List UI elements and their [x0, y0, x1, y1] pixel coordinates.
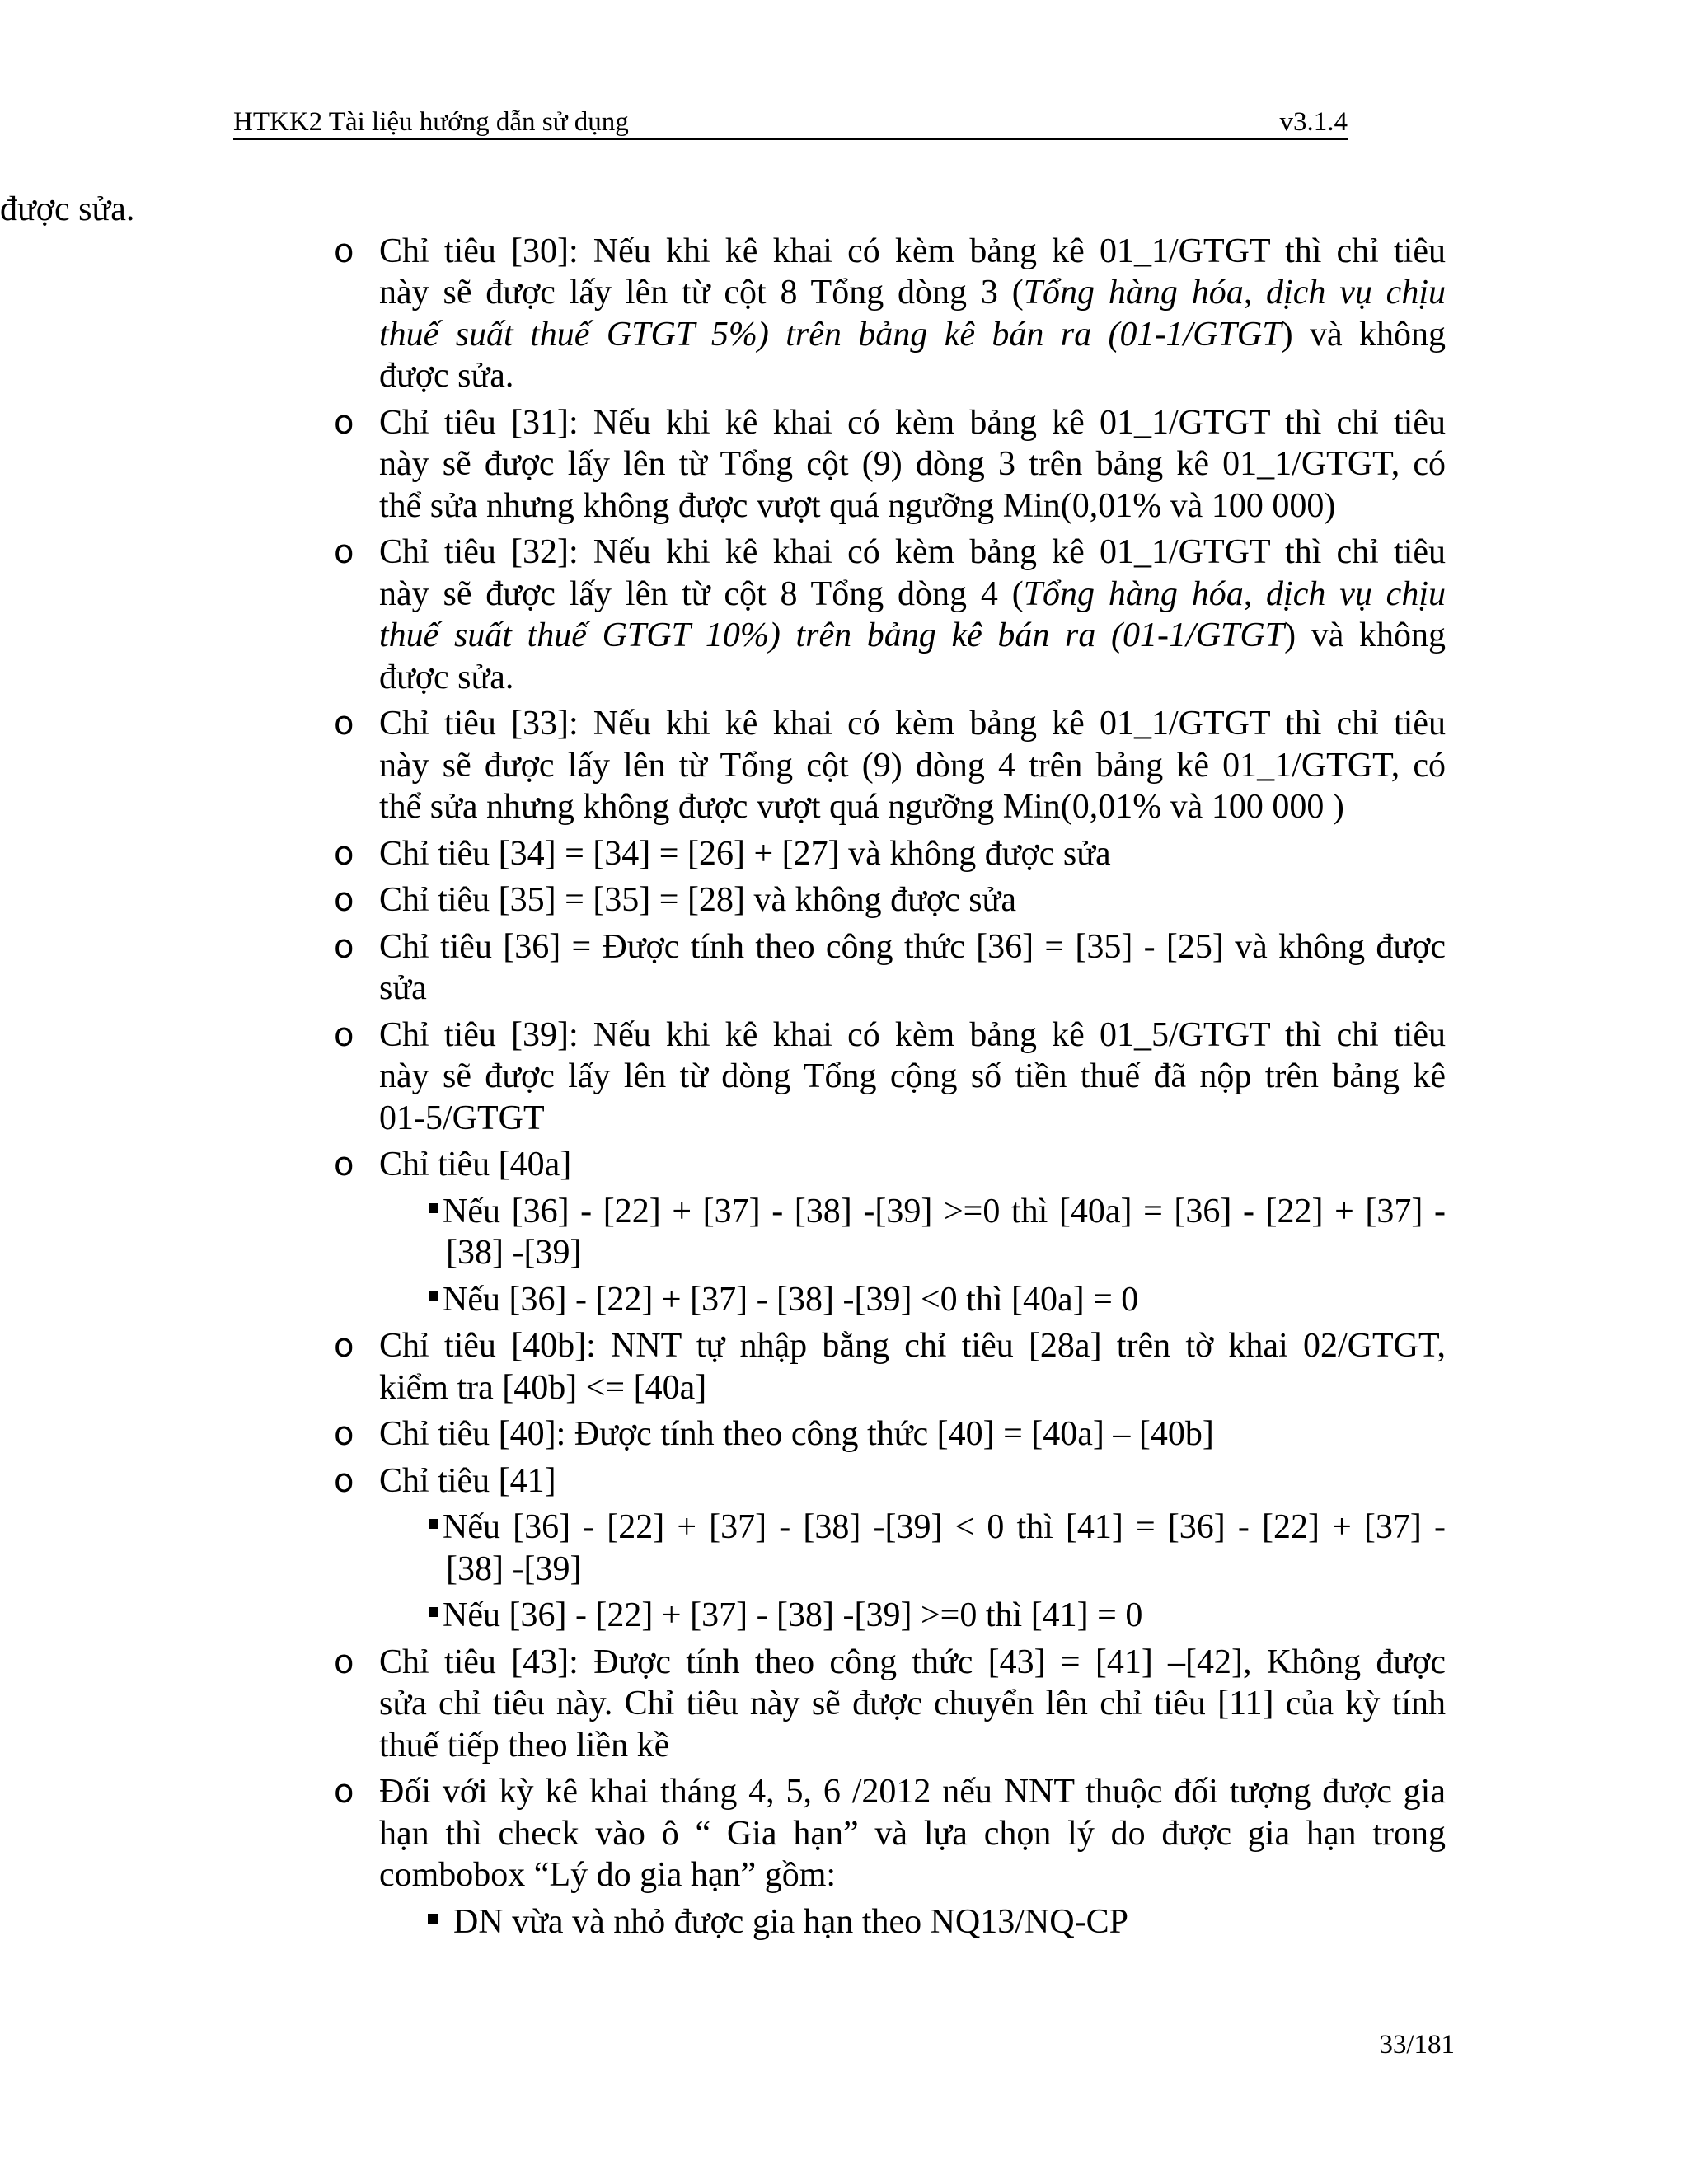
item-line: hạn thì check vào ô “ Gia hạn” và lựa chọn lý do được gia hạn trong: [379, 1814, 1446, 1853]
item-line: Chỉ tiêu [30]: Nếu khi kê khai có kèm bảng kê 01_1/GTGT thì chỉ tiêu: [379, 232, 1446, 270]
item-line: [379, 615, 1446, 657]
circle-bullet-icon: o: [334, 705, 354, 743]
square-bullet-icon: [429, 1607, 438, 1617]
sub-item-line: Nếu [36] - [22] + [37] - [38] -[39] <0 thì [40a] = 0: [443, 1280, 1139, 1319]
list-item-extension: [334, 1771, 1446, 1896]
circle-bullet-icon: o: [334, 1146, 354, 1183]
list-item-34: [334, 833, 1446, 875]
sub-item-line: Nếu [36] - [22] + [37] - [38] -[39] < 0 thì [41] = [36] - [22] + [37] -: [443, 1508, 1446, 1546]
item-line: Đối với kỳ kê khai tháng 4, 5, 6 /2012 nếu NNT thuộc đối tượng được gia: [379, 1773, 1446, 1811]
item-line: Chỉ tiêu [36] = Được tính theo công thức [36] = [35] - [25] và không được: [379, 927, 1446, 966]
header-title: HTKK2 Tài liệu hướng dẫn sử dụng: [233, 107, 629, 137]
italic-part: thuế suất thuế GTGT 10%) trên bảng kê bán ra (01-1/GTGT: [379, 616, 1285, 654]
list-item-30: [334, 231, 1446, 397]
item-line: Chỉ tiêu [39]: Nếu khi kê khai có kèm bảng kê 01_5/GTGT thì chỉ tiêu: [379, 1015, 1446, 1054]
item-line: Chỉ tiêu [40b]: NNT tự nhập bằng chỉ tiêu [28a] trên tờ khai 02/GTGT,: [379, 1327, 1446, 1365]
list-item-40: [334, 1413, 1446, 1455]
item-line: Chỉ tiêu [33]: Nếu khi kê khai có kèm bảng kê 01_1/GTGT thì chỉ tiêu: [379, 705, 1446, 743]
line-part: ) và không: [1281, 315, 1446, 354]
item-line: Chỉ tiêu [43]: Được tính theo công thức [43] = [41] –[42], Không được: [379, 1643, 1446, 1681]
list-item-41: [334, 1460, 1446, 1502]
sub-item-line: Nếu [36] - [22] + [37] - [38] -[39] >=0 thì [41] = 0: [443, 1596, 1143, 1634]
list-item-39: [334, 1015, 1446, 1140]
italic-part: Tổng hàng hóa, dịch vụ chịu: [1023, 274, 1446, 312]
page-header: [233, 105, 1348, 140]
item-line: kiểm tra [40b] <= [40a]: [379, 1368, 707, 1407]
circle-bullet-icon: o: [334, 1015, 354, 1054]
circle-bullet-icon: o: [334, 1327, 354, 1365]
circle-bullet-icon: o: [334, 881, 354, 919]
item-line: Chỉ tiêu [40]: Được tính theo công thức [40] = [40a] – [40b]: [379, 1415, 1214, 1453]
header-version: v3.1.4: [1279, 107, 1348, 137]
item-line: thể sửa nhưng không được vượt quá ngưỡng Min(0,01% và 100 000): [379, 486, 1336, 525]
sub-item-line: [38] -[39]: [446, 1549, 582, 1588]
list-item-31: [334, 402, 1446, 527]
item-line: được sửa.: [379, 658, 514, 696]
italic-part: thuế suất thuế GTGT 5%) trên bảng kê bán ra (01-1/GTGT: [379, 315, 1282, 354]
page-number: 33/181: [1379, 2030, 1455, 2060]
circle-bullet-icon: o: [334, 1773, 354, 1811]
circle-bullet-icon: o: [334, 1461, 354, 1500]
item-line: Chỉ tiêu [31]: Nếu khi kê khai có kèm bảng kê 01_1/GTGT thì chỉ tiêu: [379, 403, 1446, 442]
item-line: [379, 574, 1446, 616]
item-line: Chỉ tiêu [40a]: [379, 1146, 572, 1183]
circle-bullet-icon: o: [334, 533, 354, 571]
sub-item-line: Nếu [36] - [22] + [37] - [38] -[39] >=0 thì [40a] = [36] - [22] + [37] -: [443, 1192, 1446, 1230]
item-line: sửa: [379, 969, 427, 1007]
sub-item-41-2: [443, 1595, 1446, 1637]
item-line: 01-5/GTGT: [379, 1099, 545, 1137]
sub-item-line: [38] -[39]: [446, 1234, 582, 1272]
square-bullet-icon: [429, 1519, 438, 1529]
sub-item-40a-1: [443, 1191, 1446, 1274]
list-item-40a: [334, 1144, 1446, 1186]
italic-part: Tổng hàng hóa, dịch vụ chịu: [1023, 574, 1446, 613]
item-line: [379, 272, 1446, 314]
body-content: [0, 189, 1688, 1947]
circle-bullet-icon: o: [334, 1643, 354, 1681]
sub-item-40a-2: [443, 1279, 1446, 1321]
line-part: ) và không: [1284, 616, 1446, 654]
item-line: combobox “Lý do gia hạn” gồm:: [379, 1856, 837, 1894]
circle-bullet-icon: o: [334, 1415, 354, 1453]
item-line: sửa chỉ tiêu này. Chỉ tiêu này sẽ được chuyển lên chỉ tiêu [11] của kỳ tính: [379, 1685, 1446, 1722]
continuation-text: được sửa.: [0, 190, 135, 228]
list-item-35: [334, 879, 1446, 921]
item-line: Chỉ tiêu [41]: [379, 1461, 556, 1500]
circle-bullet-icon: o: [334, 403, 354, 442]
square-bullet-icon: [429, 1203, 438, 1213]
sub-item-line: DN vừa và nhỏ được gia hạn theo NQ13/NQ-CP: [453, 1902, 1128, 1941]
item-line: [379, 314, 1446, 356]
square-bullet-icon: [428, 1914, 438, 1924]
line-part: này sẽ được lấy lên từ cột 8 Tổng dòng 3 (: [379, 274, 1024, 312]
sub-item-41-1: [443, 1507, 1446, 1590]
item-line: này sẽ được lấy lên từ Tổng cột (9) dòng 4 trên bảng kê 01_1/GTGT, có: [379, 746, 1446, 785]
sub-item-extension-1: [453, 1901, 1456, 1943]
item-line: Chỉ tiêu [32]: Nếu khi kê khai có kèm bảng kê 01_1/GTGT thì chỉ tiêu: [379, 533, 1446, 571]
item-line: được sửa.: [379, 357, 514, 395]
item-line: này sẽ được lấy lên từ dòng Tổng cộng số tiền thuế đã nộp trên bảng kê: [379, 1057, 1446, 1095]
item-line: Chỉ tiêu [34] = [34] = [26] + [27] và không được sửa: [379, 834, 1111, 873]
circle-bullet-icon: o: [334, 834, 354, 873]
line-part: này sẽ được lấy lên từ cột 8 Tổng dòng 4 (: [379, 574, 1024, 613]
item-line: Chỉ tiêu [35] = [35] = [28] và không được sửa: [379, 881, 1016, 919]
item-line: thể sửa nhưng không được vượt quá ngưỡng Min(0,01% và 100 000 ): [379, 788, 1344, 826]
list-item-36: [334, 926, 1446, 1010]
item-line: này sẽ được lấy lên từ Tổng cột (9) dòng 3 trên bảng kê 01_1/GTGT, có: [379, 445, 1446, 483]
square-bullet-icon: [429, 1291, 438, 1301]
item-line: thuế tiếp theo liền kề: [379, 1726, 670, 1765]
circle-bullet-icon: o: [334, 232, 354, 270]
list-item-43: [334, 1642, 1446, 1767]
list-item-32: [334, 532, 1446, 698]
circle-bullet-icon: o: [334, 927, 354, 966]
list-item-40b: [334, 1325, 1446, 1408]
list-item-33: [334, 703, 1446, 828]
